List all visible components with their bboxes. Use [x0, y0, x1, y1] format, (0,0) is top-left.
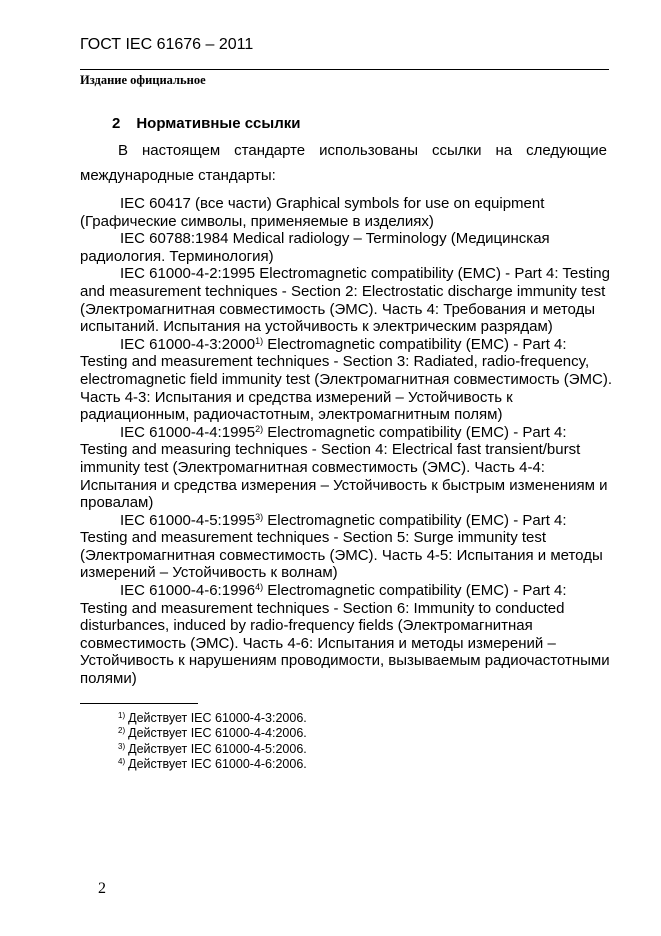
reference-first-line [80, 424, 640, 442]
reference-line: IEC 60417 (все части) Graphical symbols for use on equipment [120, 195, 545, 212]
reference-code: IEC 61000-4-4:1995 [120, 423, 256, 441]
footnote-mark: 2) [255, 423, 264, 434]
reference-item [80, 336, 640, 424]
section-heading [112, 115, 300, 132]
footnote-number: 1) [118, 711, 126, 720]
reference-line: испытаний. Испытания на устойчивость к электрическим разрядам) [80, 318, 553, 336]
reference-code: IEC 61000-4-5:1995 [120, 511, 256, 529]
footnote [118, 726, 307, 741]
reference-line: радиационным, радиочастотным, электромагнитным полям) [80, 406, 503, 424]
footnote-mark: 3) [255, 511, 264, 522]
reference-item [80, 512, 640, 582]
references-list [80, 195, 640, 688]
footnote-number: 4) [118, 757, 126, 767]
footnote-text: Действует IEC 61000-4-5:2006. [128, 741, 307, 756]
reference-code: IEC 61000-4-6:1996 [120, 582, 256, 600]
reference-line: Испытания и средства измерения – Устойчивость к быстрым изменениям и [80, 476, 608, 494]
footnote-number: 2) [118, 726, 126, 736]
reference-line: Testing and measurement techniques - Section 6: Immunity to conducted [80, 599, 565, 617]
section-number: 2 [112, 115, 121, 132]
reference-line: IEC 60788:1984 Medical radiology – Terminology (Медицинская [120, 230, 550, 248]
reference-line: Устойчивость к нарушениям проводимости, вызываемым радиочастотными [80, 652, 610, 670]
reference-title: Electromagnetic compatibility (EMC) - Part 4: [263, 511, 567, 529]
footnotes [118, 711, 307, 773]
reference-title: Electromagnetic compatibility (EMC) - Part 4: [263, 423, 567, 441]
reference-line: (Графические символы, применяемые в изделиях) [80, 212, 434, 230]
footnote-mark: 4) [255, 582, 264, 593]
edition-label: Издание официальное [80, 73, 206, 87]
reference-item [80, 195, 640, 230]
page-number: 2 [98, 880, 106, 897]
intro-line-2: международные стандарты: [80, 167, 276, 184]
footnote-text: Действует IEC 61000-4-4:2006. [128, 726, 307, 741]
footnote [118, 757, 307, 772]
reference-line: полями) [80, 670, 137, 688]
reference-line: совместимость (ЭМС). Часть 4-6: Испытания и методы измерений – [80, 634, 556, 652]
footnote [118, 711, 307, 726]
header-rule [80, 69, 609, 70]
reference-line: disturbances, induced by radio-frequency fields (Электромагнитная [80, 617, 533, 635]
reference-title: Electromagnetic compatibility (EMC) - Part 4: [263, 582, 567, 600]
footnote-text: Действует IEC 61000-4-3:2006. [128, 711, 307, 725]
footnote-mark: 1) [255, 335, 264, 346]
reference-item [80, 230, 640, 265]
standard-title: ГОСТ IEC 61676 – 2011 [80, 36, 254, 53]
reference-item [80, 424, 640, 512]
reference-line: (Электромагнитная совместимость (ЭМС). Часть 4: Требования и методы [80, 300, 596, 318]
reference-line: and measurement techniques - Section 2: Electrostatic discharge immunity test [80, 282, 606, 300]
reference-item [80, 265, 640, 335]
reference-code: IEC 61000-4-3:2000 [120, 335, 256, 353]
reference-line: electromagnetic field immunity test (Электромагнитная совместимость (ЭМС). [80, 370, 612, 388]
reference-line: Часть 4-3: Испытания и средства измерений – Устойчивость к [80, 388, 513, 406]
reference-title: Electromagnetic compatibility (EMC) - Part 4: [263, 335, 567, 353]
footnote-separator [80, 703, 198, 704]
reference-line: IEC 61000-4-2:1995 Electromagnetic compatibility (EMC) - Part 4: Testing [120, 265, 610, 283]
reference-line: измерений – Устойчивость к волнам) [80, 564, 338, 582]
footnote-text: Действует IEC 61000-4-6:2006. [128, 757, 307, 772]
section-title: Нормативные ссылки [136, 115, 301, 132]
reference-line: (Электромагнитная совместимость (ЭМС). Часть 4-5: Испытания и методы [80, 546, 603, 564]
reference-line: immunity test (Электромагнитная совместимость (ЭМС). Часть 4-4: [80, 458, 545, 476]
reference-line: Testing and measurement techniques - Section 3: Radiated, radio-frequency, [80, 353, 590, 371]
reference-first-line [80, 336, 640, 354]
intro-line-1: В настоящем стандарте использованы ссылки на следующие [118, 142, 607, 159]
reference-line: радиология. Терминология) [80, 247, 274, 265]
footnote [118, 742, 307, 757]
reference-line: Testing and measurement techniques - Section 5: Surge immunity test [80, 529, 547, 547]
reference-item [80, 582, 640, 688]
reference-line: Testing and measuring techniques - Section 4: Electrical fast transient/burst [80, 441, 581, 459]
reference-first-line [80, 582, 640, 600]
reference-first-line [80, 512, 640, 530]
footnote-number: 3) [118, 741, 126, 751]
reference-line: провалам) [80, 494, 154, 512]
